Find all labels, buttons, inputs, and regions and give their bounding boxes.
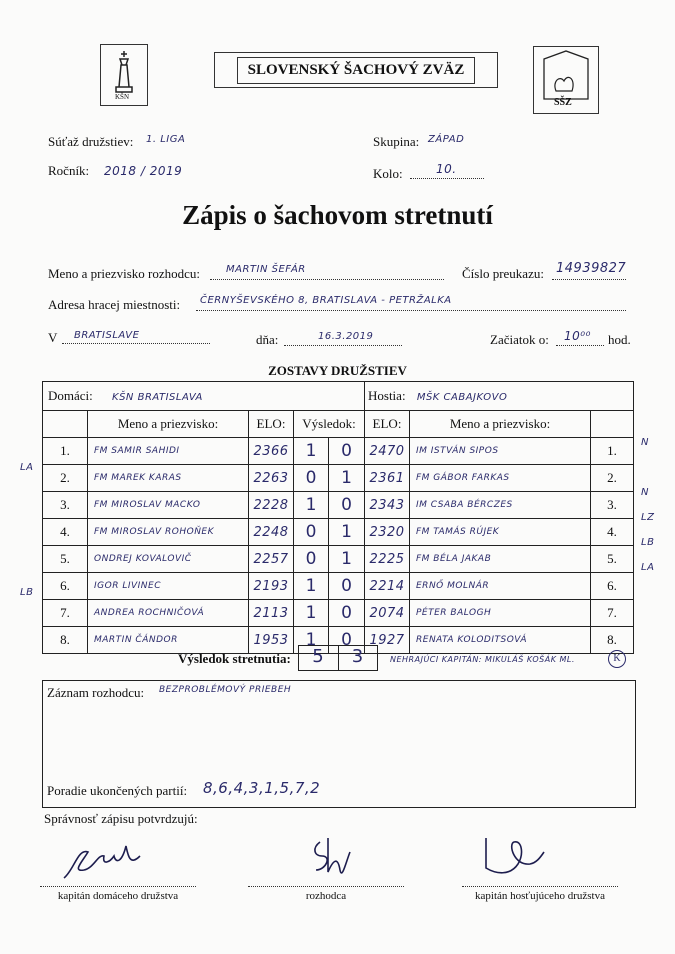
home-player-name: FM MAREK KARAS — [88, 465, 249, 492]
home-captain-line — [40, 886, 196, 887]
season-value: 2018 / 2019 — [104, 164, 183, 178]
start-line — [556, 345, 604, 346]
right-margin-note: N — [641, 487, 649, 498]
start-unit: hod. — [608, 332, 631, 347]
place-line — [62, 343, 210, 344]
home-player-elo: 2366 — [249, 438, 294, 465]
record-value: BEZPROBLÉMOVÝ PRIEBEH — [159, 685, 292, 695]
away-player-name: FM GÁBOR FARKAS — [410, 465, 591, 492]
referee-caption: rozhodca — [305, 890, 347, 902]
away-board-number: 1. — [591, 438, 634, 465]
competition-label: Súťaž družstiev: — [48, 134, 134, 149]
date-line — [284, 345, 402, 346]
referee-line — [248, 886, 404, 887]
away-player-elo: 2361 — [365, 465, 410, 492]
board-number: 4. — [43, 519, 88, 546]
home-label: Domáci: — [48, 388, 93, 403]
date-value: 16.3.2019 — [318, 331, 374, 342]
federation-banner — [214, 52, 498, 88]
home-result: 0 — [294, 546, 329, 573]
away-player-elo: 2343 — [365, 492, 410, 519]
home-player-elo: 2193 — [249, 573, 294, 600]
col-name-home: Meno a priezvisko: — [88, 411, 249, 438]
table-row — [43, 519, 634, 546]
away-result: 0 — [329, 438, 365, 465]
table-row — [43, 465, 634, 492]
home-result: 1 — [294, 492, 329, 519]
home-player-elo: 2248 — [249, 519, 294, 546]
away-result: 1 — [329, 546, 365, 573]
left-margin-note: LB — [20, 587, 34, 598]
home-result: 0 — [294, 519, 329, 546]
away-board-number: 3. — [591, 492, 634, 519]
result-home: 5 — [299, 646, 339, 670]
board-number: 7. — [43, 600, 88, 627]
away-board-number: 4. — [591, 519, 634, 546]
home-player-name: ONDREJ KOVALOVIČ — [88, 546, 249, 573]
referee-signature — [306, 832, 366, 880]
address-line — [196, 310, 626, 311]
away-player-name: IM ISTVÁN SIPOS — [410, 438, 591, 465]
away-player-elo: 2214 — [365, 573, 410, 600]
col-name-away: Meno a priezvisko: — [410, 411, 591, 438]
home-player-name: MARTIN ČÁNDOR — [88, 627, 249, 654]
away-captain-caption: kapitán hosťujúceho družstva — [475, 890, 605, 902]
start-label: Začiatok o: — [490, 332, 549, 347]
card-label: Číslo preukazu: — [462, 266, 544, 281]
team-row — [43, 382, 634, 411]
board-number: 1. — [43, 438, 88, 465]
away-board-number: 6. — [591, 573, 634, 600]
right-margin-note: LB — [641, 537, 655, 548]
competition-value: 1. LIGA — [146, 134, 186, 145]
col-elo-away: ELO: — [365, 411, 410, 438]
result-away: 3 — [351, 646, 364, 667]
table-row — [43, 438, 634, 465]
round-line — [410, 178, 484, 179]
away-result: 0 — [329, 492, 365, 519]
home-player-name: IGOR LIVINEC — [88, 573, 249, 600]
col-result: Výsledok: — [294, 411, 365, 438]
start-value: 10⁰⁰ — [564, 329, 591, 343]
header-blank — [43, 411, 88, 438]
away-player-name: PÉTER BALOGH — [410, 600, 591, 627]
table-row — [43, 546, 634, 573]
board-number: 5. — [43, 546, 88, 573]
header-blank — [591, 411, 634, 438]
referee-record-box — [42, 680, 636, 808]
away-result: 0 — [329, 627, 365, 654]
board-number: 2. — [43, 465, 88, 492]
result-box — [298, 645, 378, 671]
away-player-elo: 2320 — [365, 519, 410, 546]
away-player-name: ERNŐ MOLNÁR — [410, 573, 591, 600]
away-player-name: IM CSABA BÉRCZES — [410, 492, 591, 519]
table-row — [43, 492, 634, 519]
away-label: Hostia: — [368, 388, 406, 403]
record-label: Záznam rozhodcu: — [47, 685, 145, 700]
card-line — [552, 279, 626, 280]
home-captain-signature — [54, 838, 174, 886]
place-label: V — [48, 330, 58, 345]
order-label: Poradie ukončených partií: — [47, 783, 188, 798]
home-player-elo: 2257 — [249, 546, 294, 573]
away-board-number: 7. — [591, 600, 634, 627]
result-label: Výsledok stretnutia: — [178, 651, 291, 666]
table-row — [43, 600, 634, 627]
federation-name: SLOVENSKÝ ŠACHOVÝ ZVÄZ — [237, 57, 476, 84]
left-margin-note: LA — [20, 462, 34, 473]
board-number: 8. — [43, 627, 88, 654]
place-value: BRATISLAVE — [74, 330, 140, 341]
home-result: 1 — [294, 438, 329, 465]
card-value: 14939827 — [556, 261, 627, 276]
table-row — [43, 573, 634, 600]
board-number: 6. — [43, 573, 88, 600]
right-margin-note: N — [641, 437, 649, 448]
lineups-table — [42, 381, 634, 667]
board-number: 3. — [43, 492, 88, 519]
home-player-name: ANDREA ROCHNIČOVÁ — [88, 600, 249, 627]
referee-name-line — [210, 279, 444, 280]
away-player-elo: 2225 — [365, 546, 410, 573]
away-player-elo: 2074 — [365, 600, 410, 627]
home-captain-caption: kapitán domáceho družstva — [57, 890, 179, 902]
away-player-name: RENATA KOLODITSOVÁ — [410, 627, 591, 654]
away-captain-line — [462, 886, 618, 887]
col-elo-home: ELO: — [249, 411, 294, 438]
away-team: MŠK CABAJKOVO — [416, 392, 508, 403]
home-result: 1 — [294, 600, 329, 627]
confirm-label: Správnosť zápisu potvrdzujú: — [44, 811, 198, 826]
header-row — [43, 411, 634, 438]
home-player-name: FM MIROSLAV MACKO — [88, 492, 249, 519]
away-player-elo: 1927 — [365, 627, 410, 654]
away-result: 0 — [329, 600, 365, 627]
address-value: ČERNYŠEVSKÉHO 8, BRATISLAVA - PETRŽALKA — [200, 295, 452, 306]
address-label: Adresa hracej miestnosti: — [48, 297, 181, 312]
right-margin-note: LZ — [641, 512, 655, 523]
referee-name-value: MARTIN ŠEFÁR — [226, 264, 306, 275]
away-result: 1 — [329, 465, 365, 492]
round-label: Kolo: — [373, 166, 403, 181]
captain-note: NEHRAJÚCI KAPITÁN: MIKULÁŠ KOŠÁK ML. — [390, 655, 575, 664]
away-result: 0 — [329, 573, 365, 600]
circled-k-mark: K — [608, 650, 626, 668]
page-title: Zápis o šachovom stretnutí — [182, 200, 493, 230]
right-margin-note: LA — [641, 562, 655, 573]
lineup-rows — [43, 438, 634, 654]
order-value: 8,6,4,3,1,5,7,2 — [203, 779, 321, 797]
away-board-number: 5. — [591, 546, 634, 573]
chess-king-logo — [100, 44, 148, 106]
lineups-heading: ZOSTAVY DRUŽSTIEV — [268, 363, 407, 378]
away-player-elo: 2470 — [365, 438, 410, 465]
round-value: 10. — [436, 162, 457, 176]
home-player-elo: 2113 — [249, 600, 294, 627]
away-board-number: 2. — [591, 465, 634, 492]
date-label: dňa: — [256, 332, 279, 347]
home-player-elo: 2228 — [249, 492, 294, 519]
away-board-number: 8. — [591, 627, 634, 654]
home-player-name: FM MIROSLAV ROHOŇEK — [88, 519, 249, 546]
away-result: 1 — [329, 519, 365, 546]
home-player-name: FM SAMIR SAHIDI — [88, 438, 249, 465]
seal-abbr: SŠZ — [554, 97, 572, 108]
away-player-name: FM TAMÁS RÚJEK — [410, 519, 591, 546]
lineups-grid — [42, 381, 634, 654]
home-result: 1 — [294, 627, 329, 654]
home-team: KŠN BRATISLAVA — [112, 392, 203, 403]
home-player-elo: 1953 — [249, 627, 294, 654]
referee-name-label: Meno a priezvisko rozhodcu: — [48, 266, 200, 281]
season-label: Ročník: — [48, 163, 90, 178]
federation-seal — [533, 46, 599, 114]
home-result: 1 — [294, 573, 329, 600]
group-value: ZÁPAD — [428, 134, 465, 145]
home-result: 0 — [294, 465, 329, 492]
group-label: Skupina: — [373, 134, 420, 149]
home-player-elo: 2263 — [249, 465, 294, 492]
away-player-name: FM BÉLA JAKAB — [410, 546, 591, 573]
away-captain-signature — [478, 828, 558, 880]
logo-text: KŠN — [115, 93, 130, 101]
